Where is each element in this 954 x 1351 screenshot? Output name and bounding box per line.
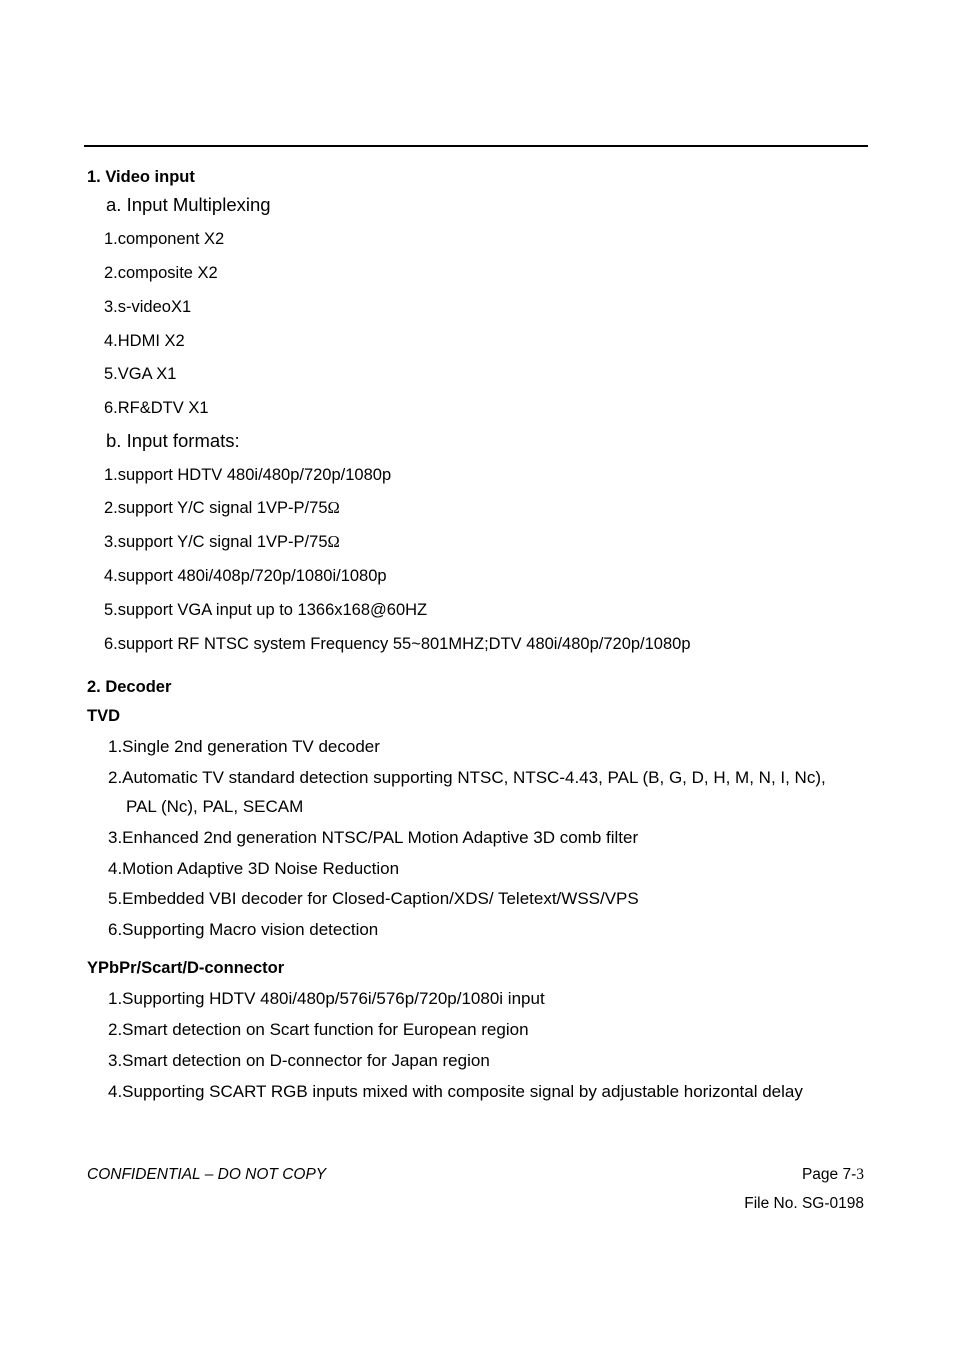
list-item: 6.RF&DTV X1 [104, 399, 209, 417]
list-item: 3.support Y/C signal 1VP-P/75Ω [104, 532, 340, 551]
list-item: 4.support 480i/408p/720p/1080i/1080p [104, 567, 387, 585]
list-item: 2.Smart detection on Scart function for European region [108, 1020, 529, 1039]
list-item: 3.Smart detection on D-connector for Japan region [108, 1051, 490, 1070]
file-number: File No. SG-0198 [744, 1195, 864, 1212]
subheading-input-multiplexing: a. Input Multiplexing [106, 194, 271, 215]
list-item: 6.Supporting Macro vision detection [108, 920, 379, 939]
list-item: 5.support VGA input up to 1366x168@60HZ [104, 601, 428, 619]
list-item: 2.support Y/C signal 1VP-P/75Ω [104, 498, 340, 517]
section-heading-video-input: 1. Video input [87, 168, 195, 186]
list-item-continuation: PAL (Nc), PAL, SECAM [126, 797, 304, 816]
ohm-symbol: Ω [327, 498, 340, 517]
list-item: 5.VGA X1 [104, 365, 177, 383]
list-item: 5.Embedded VBI decoder for Closed-Caption/XDS/ Teletext/WSS/VPS [108, 889, 639, 908]
confidential-notice: CONFIDENTIAL – DO NOT COPY [87, 1166, 327, 1183]
list-item: 2.Automatic TV standard detection supporting NTSC, NTSC-4.43, PAL (B, G, D, H, M, N, I, Nc), [108, 768, 826, 787]
list-item: 3.s-videoX1 [104, 298, 192, 316]
subsection-heading-tvd: TVD [87, 707, 120, 725]
list-item: 1.support HDTV 480i/480p/720p/1080p [104, 466, 392, 484]
subsection-heading-ypbpr: YPbPr/Scart/D-connector [87, 959, 285, 977]
list-item: 4.Supporting SCART RGB inputs mixed with composite signal by adjustable horizontal delay [108, 1082, 803, 1101]
list-item: 4.Motion Adaptive 3D Noise Reduction [108, 859, 400, 878]
page-number: Page 7-3 [801, 1166, 864, 1183]
list-item: 1.Single 2nd generation TV decoder [108, 737, 380, 756]
list-item: 6.support RF NTSC system Frequency 55~801MHZ;DTV 480i/480p/720p/1080p [104, 635, 691, 653]
list-item: 1.Supporting HDTV 480i/480p/576i/576p/720p/1080i input [108, 989, 545, 1008]
list-item: 1.component X2 [104, 230, 225, 248]
list-item: 4.HDMI X2 [104, 332, 185, 350]
section-heading-decoder: 2. Decoder [87, 678, 172, 696]
list-item: 2.composite X2 [104, 264, 218, 282]
header-rule [84, 145, 868, 147]
subheading-input-formats: b. Input formats: [106, 430, 240, 451]
ohm-symbol: Ω [327, 532, 340, 551]
list-item: 3.Enhanced 2nd generation NTSC/PAL Motion Adaptive 3D comb filter [108, 828, 639, 847]
